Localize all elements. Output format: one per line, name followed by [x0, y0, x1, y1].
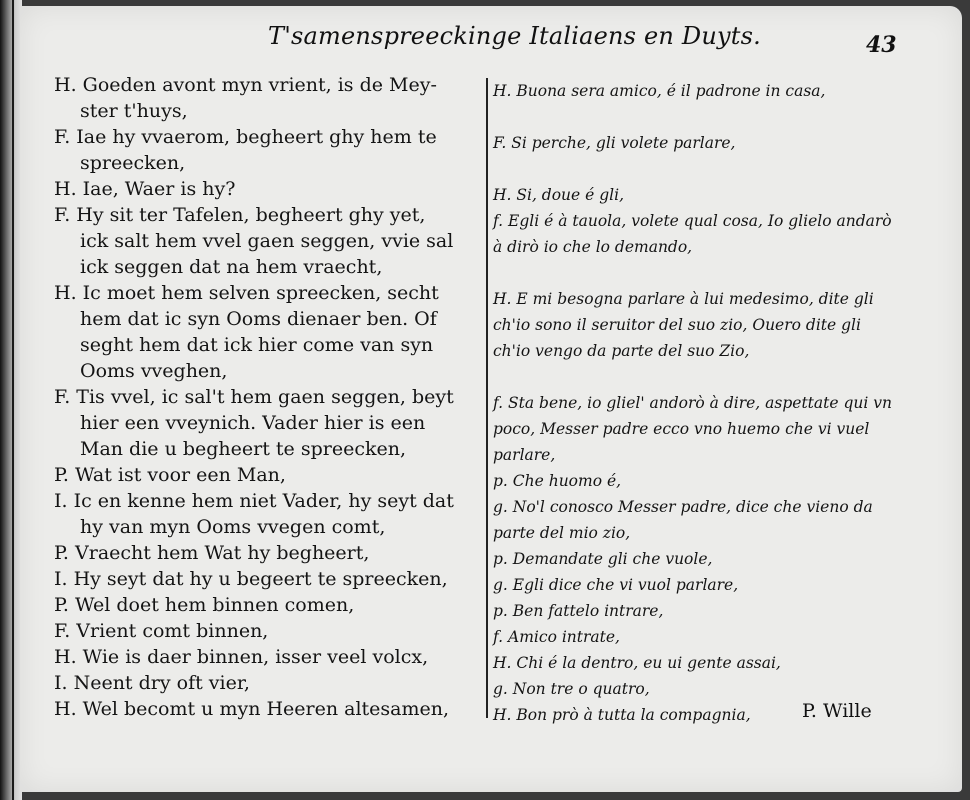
- italian-line: [493, 104, 905, 130]
- page-title: T'samenspreeckinge Italiaens en Duyts.: [268, 22, 761, 50]
- dutch-line: H. Ic moet hem selven spreecken, secht: [54, 282, 439, 304]
- left-page-edge: [0, 0, 22, 800]
- italian-line: H. Bon prò à tutta la compagnia,: [493, 706, 751, 724]
- dutch-line: ster t'huys,: [80, 100, 188, 122]
- dutch-line: F. Hy sit ter Tafelen, begheert ghy yet,: [54, 204, 426, 226]
- dutch-line: H. Wie is daer binnen, isser veel volcx,: [54, 646, 429, 668]
- italian-line: H. Chi é la dentro, eu ui gente assai,: [493, 654, 781, 672]
- italian-line: g. No'l conosco Messer padre, dice che vieno da: [493, 498, 873, 516]
- dutch-line: H. Goeden avont myn vrient, is de Mey-: [54, 74, 437, 96]
- italian-line: à dirò io che lo demando,: [493, 238, 693, 256]
- italian-line: p. Demandate gli che vuole,: [493, 550, 713, 568]
- italian-line: H. E mi besogna parlare à lui medesimo, dite gli: [493, 290, 874, 308]
- dutch-line: hy van myn Ooms vvegen comt,: [80, 516, 386, 538]
- dutch-line: seght hem dat ick hier come van syn: [80, 334, 434, 356]
- dutch-line: Man die u begheert te spreecken,: [80, 438, 406, 460]
- dutch-line: H. Iae, Waer is hy?: [54, 178, 236, 200]
- dutch-line: Ooms vveghen,: [80, 360, 228, 382]
- italian-line: f. Egli é à tauola, volete qual cosa, Io glielo andarò: [493, 212, 892, 230]
- page-number: 43: [866, 32, 897, 58]
- dutch-line: F. Tis vvel, ic sal't hem gaen seggen, beyt: [54, 386, 454, 408]
- dutch-line: hem dat ic syn Ooms dienaer ben. Of: [80, 308, 437, 330]
- italian-line: g. Egli dice che vi vuol parlare,: [493, 576, 739, 594]
- dutch-line: P. Wat ist voor een Man,: [54, 464, 286, 486]
- italian-line: [493, 260, 905, 286]
- italian-line: parte del mio zio,: [493, 524, 631, 542]
- column-divider: [486, 78, 488, 718]
- italian-line: parlare,: [493, 446, 556, 464]
- dutch-line: I. Hy seyt dat hy u begeert te spreecken,: [54, 568, 448, 590]
- italian-line: ch'io vengo da parte del suo Zio,: [493, 342, 750, 360]
- italian-line: p. Che huomo é,: [493, 472, 622, 490]
- italian-line: f. Sta bene, io gliel' andorò à dire, aspettate qui vn: [493, 394, 893, 412]
- catchword: P. Wille: [802, 700, 872, 722]
- dutch-line: F. Iae hy vvaerom, begheert ghy hem te: [54, 126, 437, 148]
- italian-line: F. Si perche, gli volete parlare,: [493, 134, 736, 152]
- dutch-line: ick salt hem vvel gaen seggen, vvie sal: [80, 230, 454, 252]
- dutch-column: [54, 72, 486, 722]
- dutch-line: H. Wel becomt u myn Heeren altesamen,: [54, 698, 450, 720]
- dutch-line: hier een vveynich. Vader hier is een: [80, 412, 426, 434]
- dutch-line: P. Wel doet hem binnen comen,: [54, 594, 355, 616]
- italian-line: ch'io sono il seruitor del suo zio, Ouero dite gli: [493, 316, 861, 334]
- italian-line: H. Buona sera amico, é il padrone in casa,: [493, 82, 826, 100]
- dutch-line: I. Ic en kenne hem niet Vader, hy seyt dat: [54, 490, 454, 512]
- italian-line: f. Amico intrate,: [493, 628, 620, 646]
- italian-line: p. Ben fattelo intrare,: [493, 602, 664, 620]
- dutch-line: ick seggen dat na hem vraecht,: [80, 256, 383, 278]
- italian-line: H. Si, doue é gli,: [493, 186, 625, 204]
- italian-line: poco, Messer padre ecco vno huemo che vi vuel: [493, 420, 870, 438]
- binding-line: [12, 0, 14, 800]
- italian-line: [493, 156, 905, 182]
- dutch-line: F. Vrient comt binnen,: [54, 620, 269, 642]
- italian-column: [493, 78, 905, 728]
- dutch-line: spreecken,: [80, 152, 186, 174]
- dutch-line: P. Vraecht hem Wat hy begheert,: [54, 542, 370, 564]
- italian-line: g. Non tre o quatro,: [493, 680, 650, 698]
- italian-line: [493, 364, 905, 390]
- dutch-line: I. Neent dry oft vier,: [54, 672, 250, 694]
